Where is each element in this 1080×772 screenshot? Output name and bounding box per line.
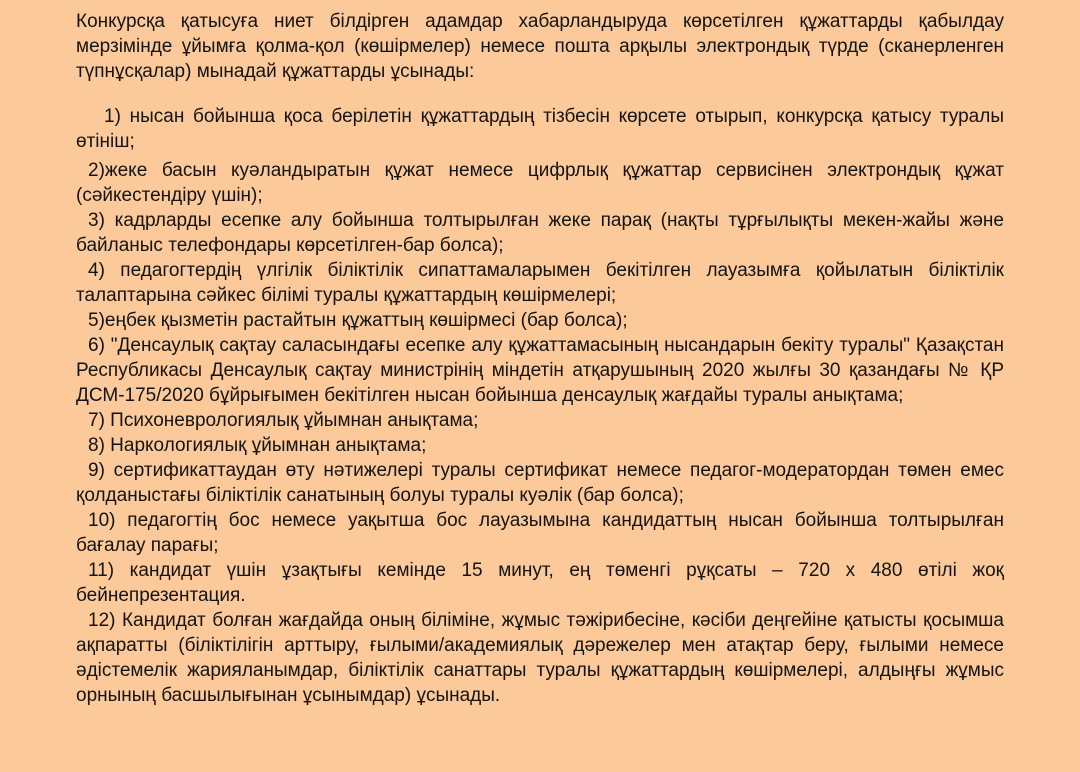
list-item: 1) нысан бойынша қоса берілетін құжаттардың тізбесін көрсете отырып, конкурсқа қатысу туралы өтініш; [76, 106, 1004, 152]
list-item: 9) сертификаттаудан өту нәтижелері туралы сертификат немесе педагог-модератордан төмен емес қолданыстағы біліктілік санатының болуы туралы куәлік (бар болса); [76, 460, 1004, 506]
list-item: 12) Кандидат болған жағдайда оның біліміне, жұмыс тәжірибесіне, кәсіби деңгейіне қатысты қосымша ақпаратты (біліктілігін арттыру, ғылыми/академиялық дәрежелер мен атақтар беру, ғылыми немесе әдістемелік жарияланымдар, біліктілік санаттары туралы құжаттардың көшірмелері, алдыңғы жұмыс орнының басшылығынан ұсынымдар) ұсынады. [76, 610, 1004, 706]
list-item: 11) кандидат үшін ұзақтығы кемінде 15 минут, ең төменгі рұқсаты – 720 x 480 өтілі жоқ бейнепрезентация. [76, 560, 1004, 606]
list-item: 2)жеке басын куәландыратын құжат немесе цифрлық құжаттар сервисінен электрондық құжат (сәйкестендіру үшін); [76, 160, 1004, 206]
list-item: 5)еңбек қызметін растайтын құжаттың көшірмесі (бар болса); [88, 310, 628, 331]
list-item: 10) педагогтің бос немесе уақытша бос лауазымына кандидаттың нысан бойынша толтырылған бағалау парағы; [76, 510, 1004, 556]
list-item: 7) Психоневрологиялық ұйымнан анықтама; [88, 410, 479, 431]
list-item: 6) "Денсаулық сақтау саласындағы есепке алу құжаттамасының нысандарын бекіту туралы" Қазақстан Республикасы Денсаулық сақтау министрінің міндетін атқарушының 2020 жылғы 30 қазандағы № ҚР ДСМ-175/2020 бұйрығымен бекітілген нысан бойынша денсаулық жағдайы туралы анықтама; [76, 335, 1004, 406]
list-item: 8) Наркологиялық ұйымнан анықтама; [88, 435, 427, 456]
list-item: 3) кадрларды есепке алу бойынша толтырылған жеке парақ (нақты тұрғылықты мекен-жайы және байланыс телефондары көрсетілген-бар болса); [76, 210, 1004, 256]
requirements-list [76, 104, 1004, 708]
list-item: 4) педагогтердің үлгілік біліктілік сипаттамаларымен бекітілген лауазымға қойылатын біліктілік талаптарына сәйкес білімі туралы құжаттардың көшірмелері; [76, 260, 1004, 306]
intro-paragraph: Конкурсқа қатысуға ниет білдірген адамдар хабарландыруда көрсетілген құжаттарды қабылдау мерзімінде ұйымға қолма-қол (көшірмелер) немесе пошта арқылы электрондық түрде (сканерленген түпнұсқалар) мынадай құжаттарды ұсынады: [76, 11, 1004, 82]
